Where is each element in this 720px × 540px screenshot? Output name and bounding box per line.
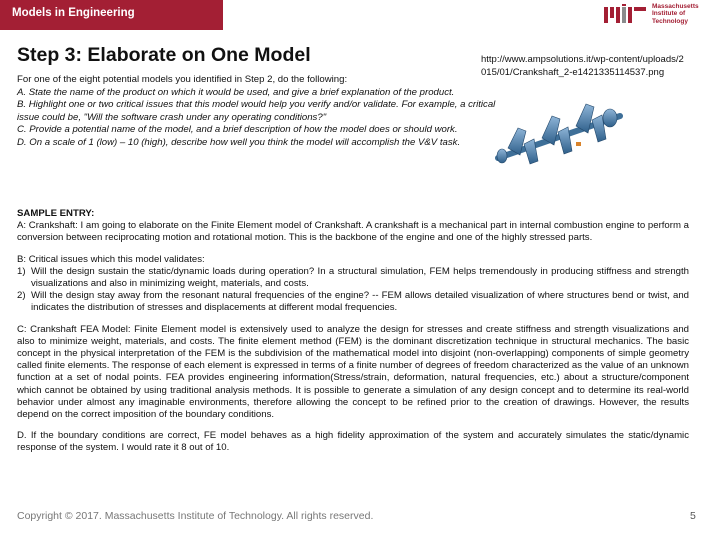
slide-title: Step 3: Elaborate on One Model bbox=[17, 44, 311, 66]
critical-issues-list bbox=[17, 266, 689, 315]
image-source-url: http://www.ampsolutions.it/wp-content/uploads/2015/01/Crankshaft_2-e1421335114537.png bbox=[481, 54, 684, 78]
instruction-a: A. State the name of the product on which it would be used, and give a brief explanation of the product. bbox=[17, 86, 455, 98]
sample-part-a: A: Crankshaft: I am going to elaborate on the Finite Element model of Crankshaft. A crankshaft is a mechanical part in internal combustion engine to perform a conversion between reciprocating motion and rotational motion. This is the backbone of the engine and one of the highly stressed parts. bbox=[17, 220, 689, 244]
sample-part-c: C: Crankshaft FEA Model: Finite Element model is extensively used to analyze the design for stresses and create stiffness and strength visualizations and also to minimize weight, materials, and costs. The finite element method (FEM) is the dominant discretization technique in structural mechanics. The basic concept in the physical interpretation of the FEM is the subdivision of the mathematical model into disjoint (non-overlapping) components of simple geometry called finite elements. The response of each element is expressed in terms of a finite number of degrees of freedom characterized as the value of an unknown function at a set of nodal points. FEA provides engineering information(Stress/strain, deformation, natural frequencies, etc.) about a structure/component which cannot be obtained by using traditional analysis methods. It is possible to generate a simulation of any design concept and to determine its real-world behavior under almost any imaginable environments, therefore allowing the concept to be refined prior to the creation of drawings. However, the results depend on the correct imposition of the boundary conditions. bbox=[17, 323, 689, 421]
page-number: 5 bbox=[690, 510, 696, 522]
instructions-intro: For one of the eight potential models you identified in Step 2, do the following: bbox=[17, 74, 348, 85]
instruction-c: C. Provide a potential name of the model, and a brief description of how the model does or should work. bbox=[17, 124, 458, 136]
sample-part-b-intro: B: Critical issues which this model validates: bbox=[17, 253, 205, 265]
sample-heading: SAMPLE ENTRY: bbox=[17, 208, 95, 219]
list-item: 2) Will the design stay away from the resonant natural frequencies of the engine? -- FEM allows detailed visualization of where structures bend or twist, and indicates the distribution of stresses and displacements at different modal frequencies. bbox=[17, 290, 689, 314]
course-banner bbox=[0, 0, 223, 30]
institute-wordmark: Massachusetts Institute of Technology bbox=[652, 3, 699, 25]
sample-part-d: D. If the boundary conditions are correct, FE model behaves as a high fidelity approximation of the system and accurately simulates the static/dynamic response of the system. I would rate it 8 out of 10. bbox=[17, 430, 689, 454]
list-item: 1) Will the design sustain the static/dynamic loads during operation? In a structural simulation, FEM helps tremendously in producing stiffness and strength visualizations and also in minimizing weight, materials, and costs. bbox=[17, 265, 689, 290]
sample-entry bbox=[17, 208, 689, 455]
instructions bbox=[17, 74, 505, 150]
instruction-d: D. On a scale of 1 (low) – 10 (high), describe how well you think the model will accomplish the V&V task. bbox=[17, 136, 461, 148]
copyright-footer: Copyright © 2017. Massachusetts Institute of Technology. All rights reserved. bbox=[17, 510, 374, 522]
course-title: Models in Engineering bbox=[12, 7, 135, 19]
instruction-b: B. Highlight one or two critical issues that this model would help you verify and/or validate. For example, a critical issue could be, "Will the software crash under any operating conditions?" bbox=[17, 99, 496, 123]
mit-logo bbox=[604, 4, 650, 26]
crankshaft-image bbox=[494, 96, 624, 176]
